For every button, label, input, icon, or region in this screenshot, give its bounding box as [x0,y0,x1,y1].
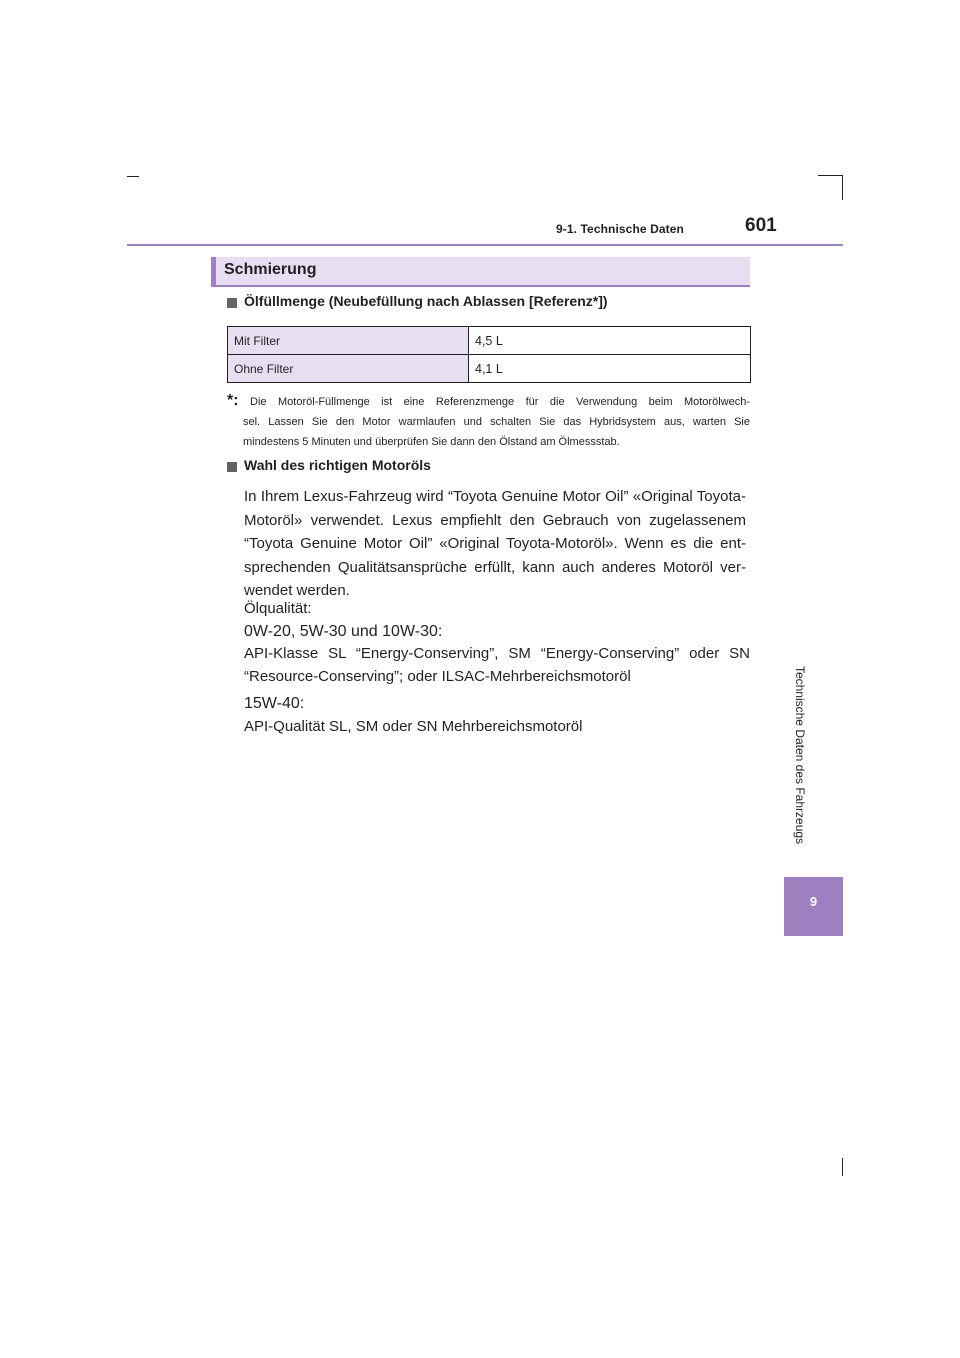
grade-1-line: “Resource-Conserving”; oder ILSAC-Mehrbereichsmotoröl [244,667,631,685]
page-number: 601 [745,215,777,236]
oil-selection-paragraph [244,485,746,603]
chapter-number: 9 [809,894,818,909]
oil-selection-heading: Wahl des richtigen Motoröls [244,457,431,473]
oil-capacity-heading: Ölfüllmenge (Neubefüllung nach Ablassen [Referenz*]) [244,293,608,309]
grade-1-line: API-Klasse SL “Energy-Conserving”, SM “Energy-Conserving” oder SN [244,645,750,662]
table-cell-value: 4,1 L [469,355,751,383]
oil-quality-block [244,598,750,688]
crop-mark-top-right-v [842,175,843,200]
grade-2-title: 15W-40: [244,695,305,712]
header-section-title: 9-1. Technische Daten [556,222,684,236]
paragraph-line: sprechenden Qualitätsansprüche erfüllt, kann auch anderes Motoröl ver- [244,558,746,576]
grade-2-line: API-Qualität SL, SM oder SN Mehrbereichsmotoröl [244,717,583,735]
section-band-accent [211,257,216,287]
footnote-line: mindestens 5 Minuten und überprüfen Sie dann den Ölstand am Ölmessstab. [243,436,620,448]
table-row [228,355,751,383]
footnote [227,391,750,452]
paragraph-line: In Ihrem Lexus-Fahrzeug wird “Toyota Genuine Motor Oil” «Original Toyota- [244,488,746,505]
footnote-marker: *: [227,392,239,409]
table-cell-label: Ohne Filter [228,355,469,383]
grade-2-block [244,693,750,738]
footnote-line: sel. Lassen Sie den Motor warmlaufen und schalten Sie das Hybridsystem aus, warten Sie [243,416,750,428]
crop-mark-top-left-h [127,176,139,177]
crop-mark-top-right-h [818,175,843,176]
paragraph-line: wendet werden. [244,582,350,600]
oil-capacity-table [227,326,751,383]
side-tab-label: Technische Daten des Fahrzeugs [793,665,807,845]
grade-1-title: 0W-20, 5W-30 und 10W-30: [244,622,443,640]
square-bullet-icon [227,462,237,472]
table-row [228,327,751,355]
paragraph-line: “Toyota Genuine Motor Oil” «Original Toyota-Motoröl». Wenn es die ent- [244,535,746,553]
table-cell-label: Mit Filter [228,327,469,355]
crop-mark-bottom-right-v [842,1158,843,1176]
paragraph-line: Motoröl» verwendet. Lexus empfiehlt den Gebrauch von zugelassenem [244,511,746,529]
section-title: Schmierung [224,261,317,278]
table-cell-value: 4,5 L [469,327,751,355]
footnote-line: Die Motoröl-Füllmenge ist eine Referenzmenge für die Verwendung beim Motorölwech- [250,396,750,408]
square-bullet-icon [227,298,237,308]
oil-quality-label: Ölqualität: [244,600,312,617]
header-rule [127,244,843,246]
